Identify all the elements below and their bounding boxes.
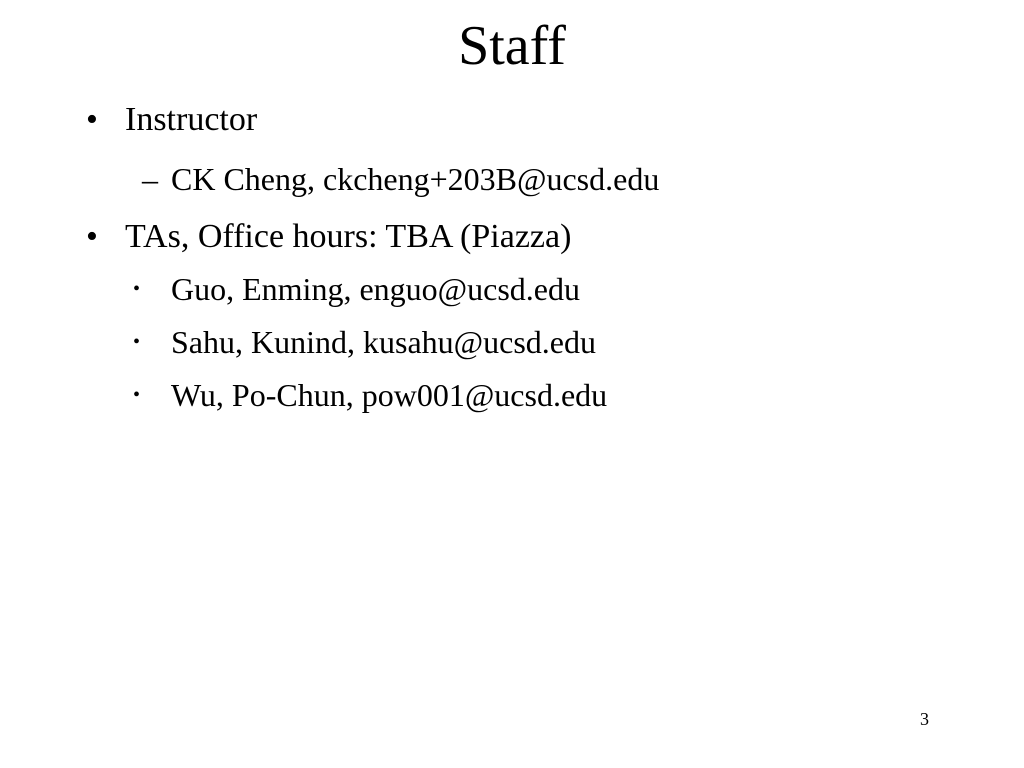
bullet-marker: •	[86, 101, 98, 138]
bullet-text: TAs, Office hours: TBA (Piazza)	[125, 218, 572, 255]
sub-item-text: Wu, Po-Chun, pow001@ucsd.edu	[171, 377, 608, 413]
bullet-marker: •	[86, 218, 98, 255]
sub-item-text: Guo, Enming, enguo@ucsd.edu	[171, 271, 580, 307]
page-number: 3	[920, 709, 929, 729]
sub-item-text: CK Cheng, ckcheng+203B@ucsd.edu	[171, 161, 660, 197]
dash-marker: –	[142, 161, 158, 197]
slide-title: Staff	[458, 15, 566, 77]
bullet-marker: •	[133, 331, 141, 353]
bullet-marker: •	[133, 278, 141, 300]
sub-item-text: Sahu, Kunind, kusahu@ucsd.edu	[171, 324, 596, 360]
bullet-text: Instructor	[125, 101, 258, 138]
bullet-marker: •	[133, 384, 141, 406]
